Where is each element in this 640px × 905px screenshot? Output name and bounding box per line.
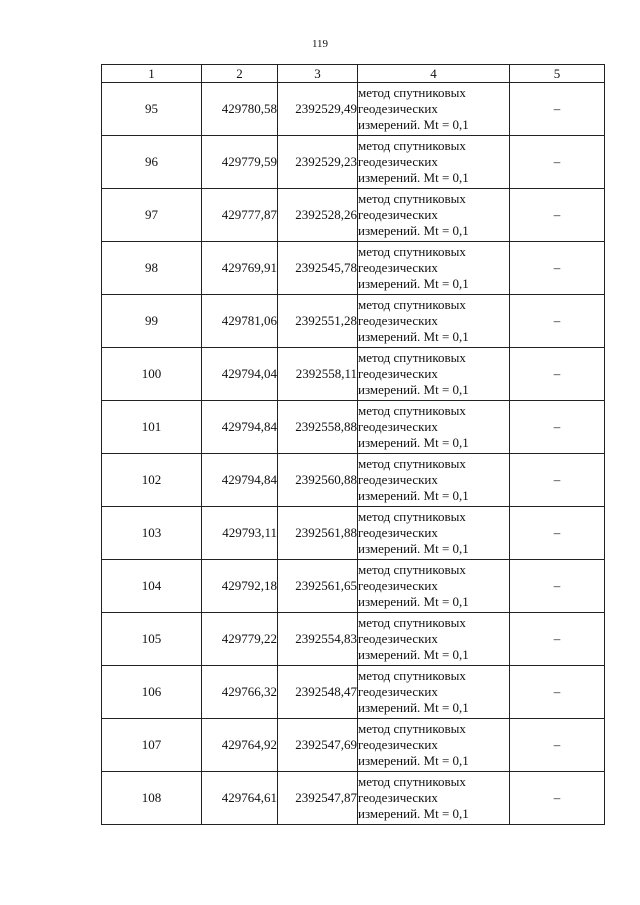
method-text: метод спутниковых геодезических измерений. Mt = 0,1 bbox=[358, 721, 469, 768]
y-coordinate-cell: 2392529,49 bbox=[278, 83, 358, 136]
y-coordinate-cell: 2392547,69 bbox=[278, 719, 358, 772]
point-number-cell: 101 bbox=[102, 401, 202, 454]
method-text: метод спутниковых геодезических измерений. Mt = 0,1 bbox=[358, 456, 469, 503]
method-text: метод спутниковых геодезических измерений. Mt = 0,1 bbox=[358, 138, 469, 185]
point-number-cell: 102 bbox=[102, 454, 202, 507]
note-cell: – bbox=[510, 454, 605, 507]
x-coordinate-cell: 429779,22 bbox=[202, 613, 278, 666]
method-cell bbox=[358, 719, 510, 772]
method-text: метод спутниковых геодезических измерений. Mt = 0,1 bbox=[358, 668, 469, 715]
method-cell bbox=[358, 295, 510, 348]
y-coordinate-cell: 2392529,23 bbox=[278, 136, 358, 189]
x-coordinate-cell: 429781,06 bbox=[202, 295, 278, 348]
method-text: метод спутниковых геодезических измерений. Mt = 0,1 bbox=[358, 244, 469, 291]
method-cell bbox=[358, 507, 510, 560]
method-text: метод спутниковых геодезических измерений. Mt = 0,1 bbox=[358, 774, 469, 821]
x-coordinate-cell: 429792,18 bbox=[202, 560, 278, 613]
table-row bbox=[102, 772, 605, 825]
header-col-4: 4 bbox=[358, 65, 510, 83]
page-number: 119 bbox=[311, 38, 329, 50]
method-cell bbox=[358, 772, 510, 825]
table-body bbox=[102, 83, 605, 825]
note-cell: – bbox=[510, 83, 605, 136]
method-cell bbox=[358, 613, 510, 666]
method-cell bbox=[358, 83, 510, 136]
y-coordinate-cell: 2392561,88 bbox=[278, 507, 358, 560]
table-row bbox=[102, 189, 605, 242]
note-cell: – bbox=[510, 613, 605, 666]
x-coordinate-cell: 429766,32 bbox=[202, 666, 278, 719]
table-row bbox=[102, 719, 605, 772]
table-row bbox=[102, 613, 605, 666]
table-header bbox=[102, 65, 605, 83]
y-coordinate-cell: 2392528,26 bbox=[278, 189, 358, 242]
table-row bbox=[102, 83, 605, 136]
y-coordinate-cell: 2392545,78 bbox=[278, 242, 358, 295]
point-number-cell: 105 bbox=[102, 613, 202, 666]
x-coordinate-cell: 429794,04 bbox=[202, 348, 278, 401]
note-cell: – bbox=[510, 719, 605, 772]
method-cell bbox=[358, 401, 510, 454]
y-coordinate-cell: 2392561,65 bbox=[278, 560, 358, 613]
table-row bbox=[102, 666, 605, 719]
header-col-2: 2 bbox=[202, 65, 278, 83]
method-text: метод спутниковых геодезических измерений. Mt = 0,1 bbox=[358, 297, 469, 344]
note-cell: – bbox=[510, 136, 605, 189]
y-coordinate-cell: 2392560,88 bbox=[278, 454, 358, 507]
point-number-cell: 96 bbox=[102, 136, 202, 189]
x-coordinate-cell: 429794,84 bbox=[202, 401, 278, 454]
table-row bbox=[102, 401, 605, 454]
note-cell: – bbox=[510, 666, 605, 719]
x-coordinate-cell: 429764,92 bbox=[202, 719, 278, 772]
x-coordinate-cell: 429779,59 bbox=[202, 136, 278, 189]
note-cell: – bbox=[510, 507, 605, 560]
point-number-cell: 108 bbox=[102, 772, 202, 825]
method-cell bbox=[358, 348, 510, 401]
point-number-cell: 99 bbox=[102, 295, 202, 348]
note-cell: – bbox=[510, 242, 605, 295]
method-cell bbox=[358, 189, 510, 242]
point-number-cell: 100 bbox=[102, 348, 202, 401]
note-cell: – bbox=[510, 295, 605, 348]
point-number-cell: 107 bbox=[102, 719, 202, 772]
note-cell: – bbox=[510, 189, 605, 242]
x-coordinate-cell: 429794,84 bbox=[202, 454, 278, 507]
x-coordinate-cell: 429777,87 bbox=[202, 189, 278, 242]
method-cell bbox=[358, 242, 510, 295]
x-coordinate-cell: 429769,91 bbox=[202, 242, 278, 295]
method-text: метод спутниковых геодезических измерений. Mt = 0,1 bbox=[358, 85, 469, 132]
x-coordinate-cell: 429780,58 bbox=[202, 83, 278, 136]
header-row bbox=[102, 65, 605, 83]
note-cell: – bbox=[510, 401, 605, 454]
method-cell bbox=[358, 454, 510, 507]
method-text: метод спутниковых геодезических измерений. Mt = 0,1 bbox=[358, 615, 469, 662]
method-text: метод спутниковых геодезических измерений. Mt = 0,1 bbox=[358, 562, 469, 609]
y-coordinate-cell: 2392554,83 bbox=[278, 613, 358, 666]
method-cell bbox=[358, 136, 510, 189]
table-row bbox=[102, 454, 605, 507]
y-coordinate-cell: 2392558,11 bbox=[278, 348, 358, 401]
header-col-1: 1 bbox=[102, 65, 202, 83]
note-cell: – bbox=[510, 772, 605, 825]
y-coordinate-cell: 2392558,88 bbox=[278, 401, 358, 454]
header-col-3: 3 bbox=[278, 65, 358, 83]
point-number-cell: 98 bbox=[102, 242, 202, 295]
note-cell: – bbox=[510, 348, 605, 401]
table-row bbox=[102, 348, 605, 401]
point-number-cell: 104 bbox=[102, 560, 202, 613]
table-row bbox=[102, 560, 605, 613]
table-row bbox=[102, 295, 605, 348]
method-text: метод спутниковых геодезических измерений. Mt = 0,1 bbox=[358, 350, 469, 397]
table-row bbox=[102, 507, 605, 560]
table-row bbox=[102, 136, 605, 189]
method-text: метод спутниковых геодезических измерений. Mt = 0,1 bbox=[358, 403, 469, 450]
note-cell: – bbox=[510, 560, 605, 613]
y-coordinate-cell: 2392547,87 bbox=[278, 772, 358, 825]
point-number-cell: 106 bbox=[102, 666, 202, 719]
method-cell bbox=[358, 560, 510, 613]
y-coordinate-cell: 2392551,28 bbox=[278, 295, 358, 348]
y-coordinate-cell: 2392548,47 bbox=[278, 666, 358, 719]
header-col-5: 5 bbox=[510, 65, 605, 83]
table-row bbox=[102, 242, 605, 295]
method-cell bbox=[358, 666, 510, 719]
coordinates-table bbox=[101, 64, 605, 825]
x-coordinate-cell: 429764,61 bbox=[202, 772, 278, 825]
point-number-cell: 95 bbox=[102, 83, 202, 136]
x-coordinate-cell: 429793,11 bbox=[202, 507, 278, 560]
method-text: метод спутниковых геодезических измерений. Mt = 0,1 bbox=[358, 509, 469, 556]
point-number-cell: 97 bbox=[102, 189, 202, 242]
method-text: метод спутниковых геодезических измерений. Mt = 0,1 bbox=[358, 191, 469, 238]
point-number-cell: 103 bbox=[102, 507, 202, 560]
